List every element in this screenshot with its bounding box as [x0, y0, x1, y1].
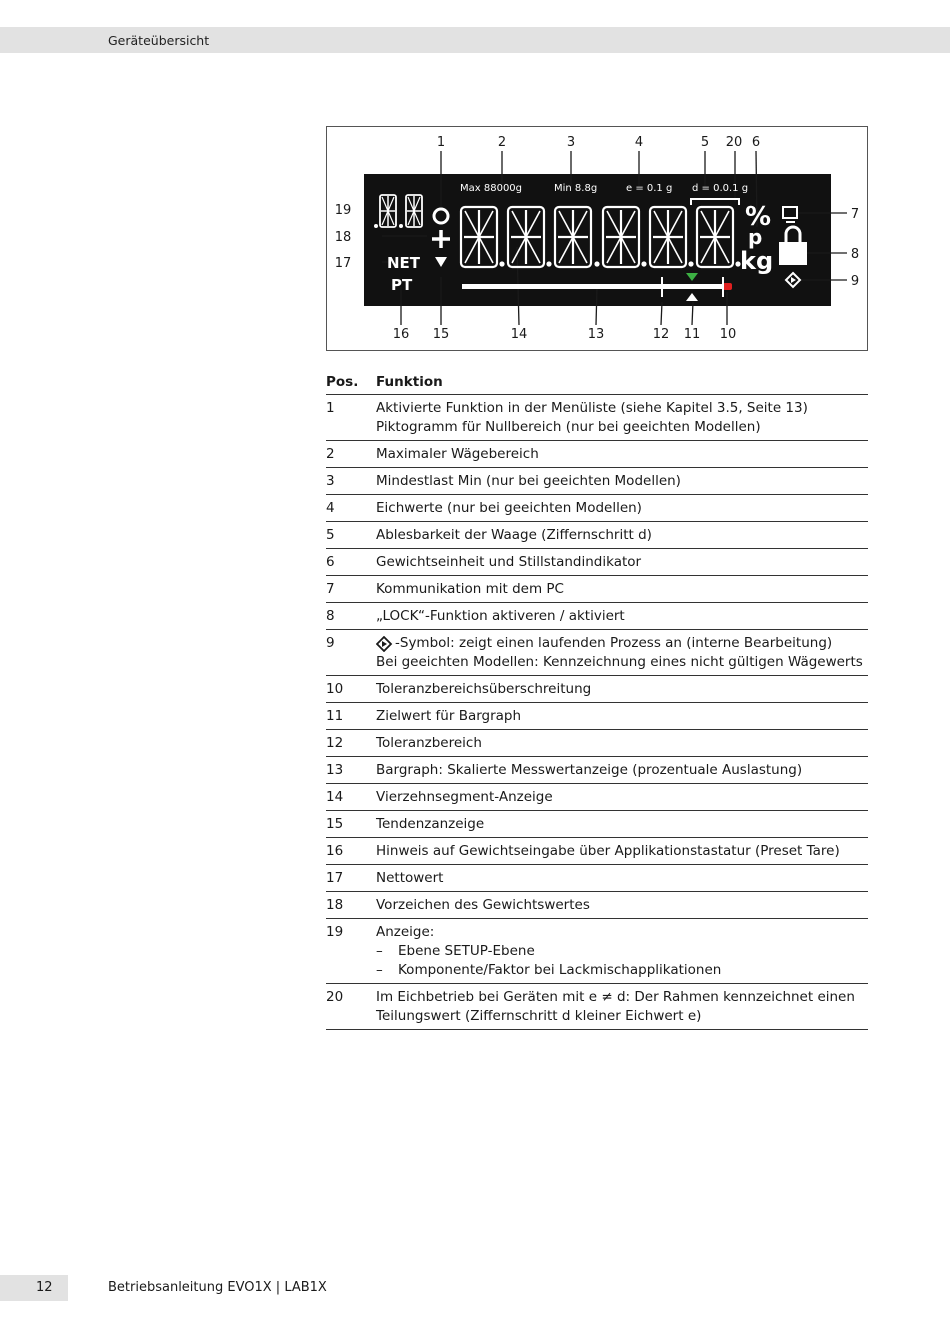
page-number: 12: [36, 1280, 53, 1295]
table-row: [326, 757, 868, 784]
row-pos: 19: [326, 924, 344, 940]
callout-2: 2: [497, 135, 507, 150]
lcd-e-label: e = 0.1 g: [626, 183, 673, 194]
row-pos: 13: [326, 762, 344, 778]
row-text: Vierzehnsegment-Anzeige: [376, 789, 553, 805]
table-row: [326, 395, 868, 441]
table-row: [326, 468, 868, 495]
row-text: Ebene SETUP-Ebene: [398, 943, 535, 959]
callout-3: 3: [566, 135, 576, 150]
row-pos: 7: [326, 581, 335, 597]
row-pos: 16: [326, 843, 344, 859]
row-pos: 5: [326, 527, 335, 543]
row-text: Mindestlast Min (nur bei geeichten Modellen): [376, 473, 681, 489]
row-text: Hinweis auf Gewichtseingabe über Applikationstastatur (Preset Tare): [376, 843, 840, 859]
row-pos: 11: [326, 708, 344, 724]
row-pos: 6: [326, 554, 335, 570]
row-text: Gewichtseinheit und Stillstandindikator: [376, 554, 642, 570]
header-func: Funktion: [376, 373, 443, 390]
row-text: -Symbol: zeigt einen laufenden Prozess an (interne Bearbeitung): [395, 635, 833, 651]
lcd-max-label: Max 88000g: [460, 183, 523, 194]
callout-16: 16: [392, 327, 410, 342]
row-text: Zielwert für Bargraph: [376, 708, 522, 724]
process-symbol-icon: [376, 636, 394, 652]
callout-19: 19: [334, 203, 352, 218]
row-text: Toleranzbereich: [376, 735, 482, 751]
unit-percent: %: [745, 202, 772, 232]
row-text: Nettowert: [376, 870, 444, 886]
row-text: „LOCK“-Funktion aktiveren / aktiviert: [376, 608, 625, 624]
table-row: [326, 919, 868, 984]
table-row: [326, 984, 868, 1030]
row-pos: 10: [326, 681, 344, 697]
list-dash: –: [376, 962, 383, 978]
row-text: Komponente/Faktor bei Lackmischapplikationen: [398, 962, 722, 978]
row-text: Toleranzbereichsüberschreitung: [376, 681, 592, 697]
display-figure: [326, 126, 868, 351]
table-row: [326, 603, 868, 630]
callout-7: 7: [850, 207, 860, 222]
pt-label: PT: [391, 276, 413, 294]
row-text: Tendenzanzeige: [376, 816, 485, 832]
row-pos: 15: [326, 816, 344, 832]
table-row: [326, 676, 868, 703]
row-pos: 12: [326, 735, 344, 751]
row-text: Kommunikation mit dem PC: [376, 581, 564, 597]
header-pos: Pos.: [326, 373, 359, 390]
row-text: Aktivierte Funktion in der Menüliste (siehe Kapitel 3.5, Seite 13): [376, 400, 808, 416]
row-pos: 20: [326, 989, 344, 1005]
net-label: NET: [387, 254, 421, 272]
row-pos: 9: [326, 635, 335, 651]
display-diagram: [327, 127, 869, 352]
callout-14: 14: [510, 327, 528, 342]
tolerance-exceed-indicator: [723, 283, 732, 290]
table-row: [326, 495, 868, 522]
callout-13: 13: [587, 327, 605, 342]
table-header: [326, 370, 868, 395]
header-title: Geräteübersicht: [108, 33, 210, 48]
row-pos: 8: [326, 608, 335, 624]
row-text: Bargraph: Skalierte Messwertanzeige (prozentuale Auslastung): [376, 762, 803, 778]
row-pos: 3: [326, 473, 335, 489]
row-text: Im Eichbetrieb bei Geräten mit e ≠ d: Der Rahmen kennzeichnet einen: [376, 989, 855, 1005]
table-row: [326, 865, 868, 892]
row-pos: 14: [326, 789, 344, 805]
table-row: [326, 784, 868, 811]
callout-12: 12: [652, 327, 670, 342]
table-row: [326, 549, 868, 576]
row-pos: 17: [326, 870, 344, 886]
footer-page-box: [0, 1275, 68, 1301]
callout-15: 15: [432, 327, 450, 342]
function-table: [326, 370, 868, 1030]
callout-9: 9: [850, 274, 860, 289]
callout-10: 10: [719, 327, 737, 342]
callout-5: 5: [700, 135, 710, 150]
row-pos: 18: [326, 897, 344, 913]
callout-11: 11: [683, 327, 701, 342]
table-row: [326, 730, 868, 757]
callout-4: 4: [634, 135, 644, 150]
row-pos: 1: [326, 400, 335, 416]
callout-8: 8: [850, 247, 860, 262]
row-text: Bei geeichten Modellen: Kennzeichnung eines nicht gültigen Wägewerts: [376, 654, 863, 670]
callout-17: 17: [334, 256, 352, 271]
table-row: [326, 576, 868, 603]
table-row: [326, 703, 868, 730]
row-text: Maximaler Wägebereich: [376, 446, 539, 462]
table-row: [326, 441, 868, 468]
header-bar: [0, 27, 950, 53]
table-row: [326, 892, 868, 919]
table-row: [326, 522, 868, 549]
row-text: Piktogramm für Nullbereich (nur bei geeichten Modellen): [376, 419, 761, 435]
footer-text: Betriebsanleitung EVO1X | LAB1X: [108, 1280, 327, 1295]
callout-20: 20: [725, 135, 743, 150]
row-text: Ablesbarkeit der Waage (Ziffernschritt d): [376, 527, 652, 543]
list-dash: –: [376, 943, 383, 959]
row-pos: 4: [326, 500, 335, 516]
table-row: [326, 838, 868, 865]
row-text: Eichwerte (nur bei geeichten Modellen): [376, 500, 642, 516]
row-pos: 2: [326, 446, 335, 462]
callout-18: 18: [334, 230, 352, 245]
callout-6: 6: [751, 135, 761, 150]
lcd-d-label: d = 0.0.1 g: [692, 183, 749, 194]
callout-1: 1: [436, 135, 446, 150]
unit-p: p: [748, 225, 763, 249]
row-text: Vorzeichen des Gewichtswertes: [376, 897, 590, 913]
row-text: Teilungswert (Ziffernschritt d kleiner Eichwert e): [376, 1008, 702, 1024]
table-row: [326, 811, 868, 838]
row-text: Anzeige:: [376, 924, 435, 940]
table-row: [326, 630, 868, 676]
unit-kg: kg: [740, 247, 774, 275]
lcd-min-label: Min 8.8g: [554, 183, 598, 194]
